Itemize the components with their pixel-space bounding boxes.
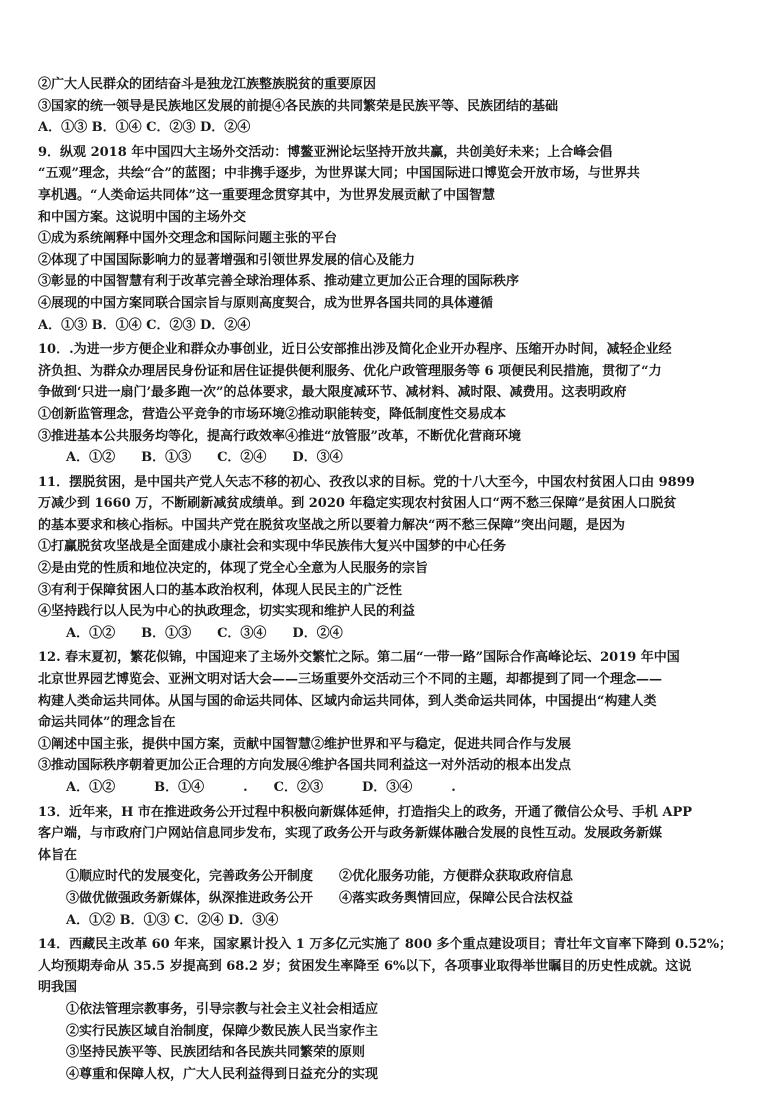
q11-stem: 11．摆脱贫困，是中国共产党人矢志不移的初心、孜孜以求的目标。党的十八大至今，中国农村贫困人口由 9899 (38, 474, 695, 490)
q9-option: ④展现的中国方案同联合国宗旨与原则高度契合，成为世界各国共同的具体遵循 (38, 295, 494, 311)
q9-stem: 和中国方案。这说明中国的主场外交 (38, 209, 247, 225)
q13-answers: A．①② B．①③ C．②④ D．③④ (66, 912, 279, 928)
q11-option: ④坚持践行以人民为中心的执政理念，切实实现和维护人民的利益 (38, 604, 416, 620)
q12-stem: 12. 春末夏初，繁花似锦，中国迎来了主场外交繁忙之际。第二届“一带一路”国际合作高峰论坛、2019 年中国 (38, 650, 680, 666)
q10-option: ③推进基本公共服务均等化，提高行政效率④推进“放管服”改革，不断优化营商环境 (38, 428, 521, 444)
q8-option-3-4: ③国家的统一领导是民族地区发展的前提④各民族的共同繁荣是民族平等、民族团结的基础 (38, 98, 559, 114)
q11-option: ③有利于保障贫困人口的基本政治权利，体现人民民主的广泛性 (38, 582, 403, 598)
q12-stem: 北京世界园艺博览会、亚洲文明对话大会——三场重要外交活动三个不同的主题，却都提到了同一个理念—— (38, 672, 663, 688)
q14-option: ①依法管理宗教事务，引导宗教与社会主义社会相适应 (66, 1001, 379, 1017)
q14-option: ②实行民族区域自治制度，保障少数民族人民当家作主 (66, 1023, 379, 1039)
q10-stem: 济负担、为群众办理居民身份证和居住证提供便利服务、优化户政管理服务等 6 项便民利民措施，贯彻了“力 (38, 363, 662, 379)
q13-option: ①顺应时代的发展变化，完善政务公开制度 ②优化服务功能，方便群众获取政府信息 (66, 869, 574, 885)
q13-stem: 客户端，与市政府门户网站信息同步发布，实现了政务公开与政务新媒体融合发展的良性互动。发展政务新媒 (38, 826, 663, 842)
q9-option: ②体现了中国国际影响力的显著增强和引领世界发展的信心及能力 (38, 252, 416, 268)
q10-stem: 10．.为进一步方便企业和群众办事创业，近日公安部推出涉及简化企业开办程序、压缩开办时间，减轻企业经 (38, 342, 672, 358)
q9-stem: “五观”理念，共绘“合”的蓝图；中非携手逐步，为世界谋大同；中国国际进口博览会开放市场，与世界共 (38, 166, 640, 182)
q12-stem: 命运共同体”的理念旨在 (38, 715, 176, 731)
q9-stem: 享机遇。“人类命运共同体”这一重要理念贯穿其中，为世界发展贡献了中国智慧 (38, 187, 495, 203)
q9-answers: A．①③ B．①④ C．②③ D．②④ (38, 317, 251, 333)
q14-stem: 人均预期寿命从 35.5 岁提高到 68.2 岁；贫困发生率降至 6%以下，各项事业取得举世瞩目的历史性成就。这说 (38, 958, 692, 974)
q9-stem: 9．纵观 2018 年中国四大主场外交活动：博鳌亚洲论坛坚持开放共赢，共创美好未来；上合峰会倡 (38, 144, 613, 160)
q13-option: ③做优做强政务新媒体，纵深推进政务公开 ④落实政务舆情回应，保障公民合法权益 (66, 890, 574, 906)
q10-option: ①创新监管理念，营造公平竞争的市场环境②推动职能转变，降低制度性交易成本 (38, 406, 507, 422)
q12-answers: A．①② B．①④ . C．②③ D．③④ . (66, 780, 456, 795)
q12-option: ③推动国际秩序朝着更加公正合理的方向发展④维护各国共同利益这一对外活动的根本出发点 (38, 758, 572, 774)
q10-answers: A．①② B．①③ C．②④ D．③④ (66, 450, 343, 466)
q10-stem: 争做到‘只进一扇门’最多跑一次”的总体要求，最大限度减环节、减材料、减时限、减费用。这表明政府 (38, 385, 627, 401)
q13-stem: 体旨在 (38, 847, 78, 863)
q11-option: ②是由党的性质和地位决定的，体现了党全心全意为人民服务的宗旨 (38, 561, 429, 577)
q11-option: ①打赢脱贫攻坚战是全面建成小康社会和实现中华民族伟大复兴中国梦的中心任务 (38, 539, 507, 555)
q9-option: ①成为系统阐释中国外交理念和国际问题主张的平台 (38, 231, 338, 247)
q14-option: ④尊重和保障人权，广大人民利益得到日益充分的实现 (66, 1066, 379, 1082)
q11-stem: 万减少到 1660 万，不断刷新减贫成绩单。到 2020 年稳定实现农村贫困人口“两不愁三保障”是贫困人口脱贫 (38, 496, 677, 512)
q14-stem: 14．西藏民主改革 60 年来，国家累计投入 1 万多亿元实施了 800 多个重点建设项目；青壮年文盲率下降到 0.52%； (38, 937, 733, 953)
q8-answers: A．①③ B．①④ C．②③ D．②④ (38, 120, 251, 136)
q12-option: ①阐述中国主张，提供中国方案，贡献中国智慧②维护世界和平与稳定，促进共同合作与发展 (38, 736, 572, 752)
q13-stem: 13．近年来，H 市在推进政务公开过程中积极向新媒体延伸，打造指尖上的政务，开通了微信公众号、手机 APP (38, 804, 693, 820)
q9-option: ③彰显的中国智慧有利于改革完善全球治理体系、推动建立更加公正合理的国际秩序 (38, 274, 520, 290)
q12-stem: 构建人类命运共同体。从国与国的命运共同体、区域内命运共同体，到人类命运共同体，中国提出“构建人类 (38, 693, 657, 709)
q11-stem: 的基本要求和核心指标。中国共产党在脱贫攻坚战之所以要着力解决“两不愁三保障”突出问题，是因为 (38, 517, 625, 533)
q14-option: ③坚持民族平等、民族团结和各民族共同繁荣的原则 (66, 1045, 366, 1061)
q11-answers: A．①② B．①③ C．③④ D．②④ (66, 625, 343, 641)
q14-stem: 明我国 (38, 980, 78, 996)
q8-option-2: ②广大人民群众的团结奋斗是独龙江族整族脱贫的重要原因 (38, 77, 377, 92)
